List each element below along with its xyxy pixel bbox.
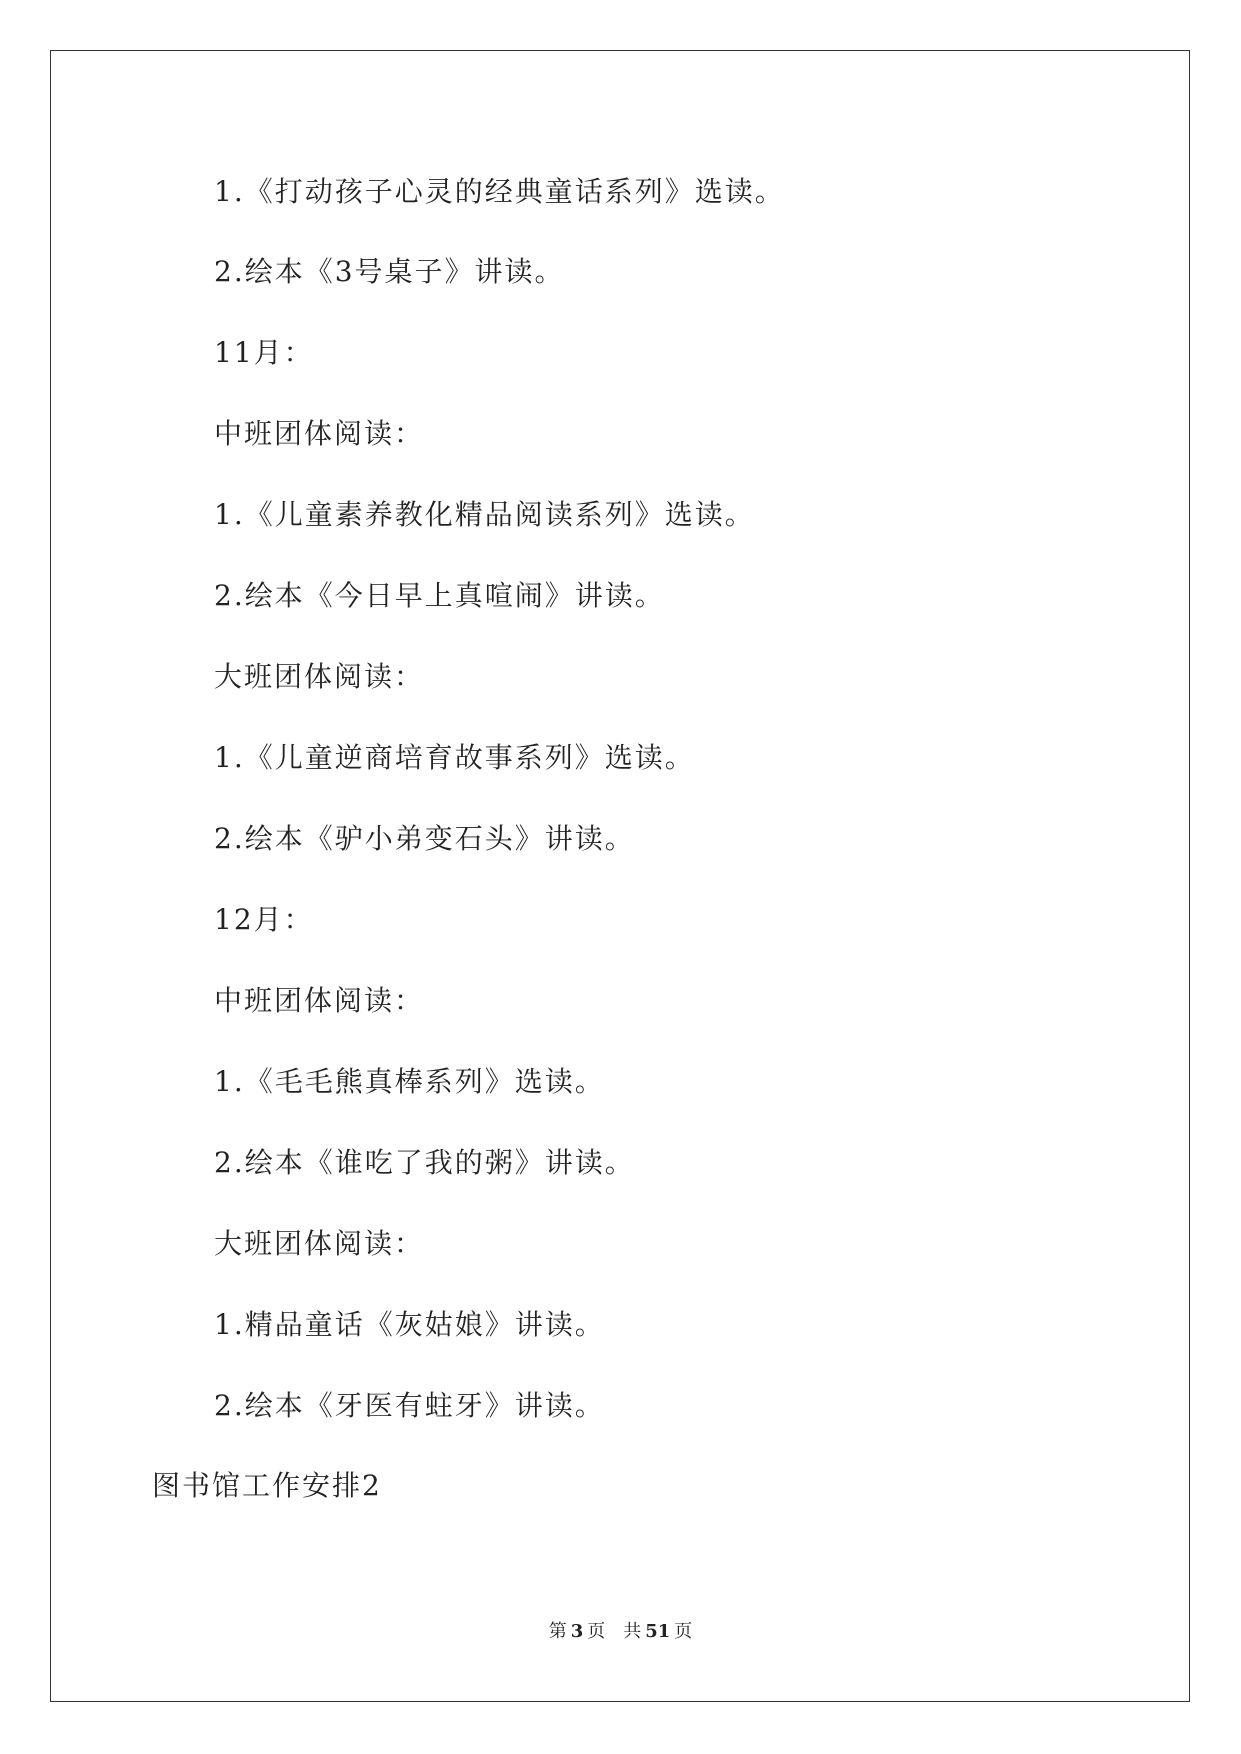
text-line: 2.绘本《谁吃了我的粥》讲读。 bbox=[214, 1146, 635, 1179]
text-line: 11月： bbox=[214, 336, 314, 369]
text-line: 1.《儿童逆商培育故事系列》选读。 bbox=[214, 741, 695, 774]
text-line: 2.绘本《牙医有蛀牙》讲读。 bbox=[214, 1389, 605, 1422]
text-line: 2.绘本《今日早上真喧闹》讲读。 bbox=[214, 579, 665, 612]
page-border bbox=[50, 50, 1190, 1702]
footer-total-prefix: 共 bbox=[623, 1621, 642, 1642]
text-line: 中班团体阅读： bbox=[214, 984, 425, 1017]
page-footer bbox=[0, 1620, 1241, 1644]
text-line: 中班团体阅读： bbox=[214, 417, 425, 450]
footer-page-prefix: 第 bbox=[548, 1621, 567, 1642]
section-heading: 图书馆工作安排2 bbox=[152, 1469, 382, 1502]
text-line: 12月： bbox=[214, 903, 314, 936]
text-line: 1.《打动孩子心灵的经典童话系列》选读。 bbox=[214, 175, 785, 208]
text-line: 2.绘本《3号桌子》讲读。 bbox=[214, 255, 565, 288]
text-line: 1.《儿童素养教化精品阅读系列》选读。 bbox=[214, 498, 755, 531]
text-line: 2.绘本《驴小弟变石头》讲读。 bbox=[214, 822, 635, 855]
text-line: 1.精品童话《灰姑娘》讲读。 bbox=[214, 1308, 605, 1341]
footer-page-number: 3 bbox=[570, 1621, 584, 1642]
footer-total-suffix: 页 bbox=[674, 1621, 693, 1642]
text-line: 大班团体阅读： bbox=[214, 660, 425, 693]
footer-page-suffix: 页 bbox=[587, 1621, 606, 1642]
text-line: 大班团体阅读： bbox=[214, 1227, 425, 1260]
footer-total-pages: 51 bbox=[645, 1621, 671, 1642]
text-line: 1.《毛毛熊真棒系列》选读。 bbox=[214, 1065, 605, 1098]
